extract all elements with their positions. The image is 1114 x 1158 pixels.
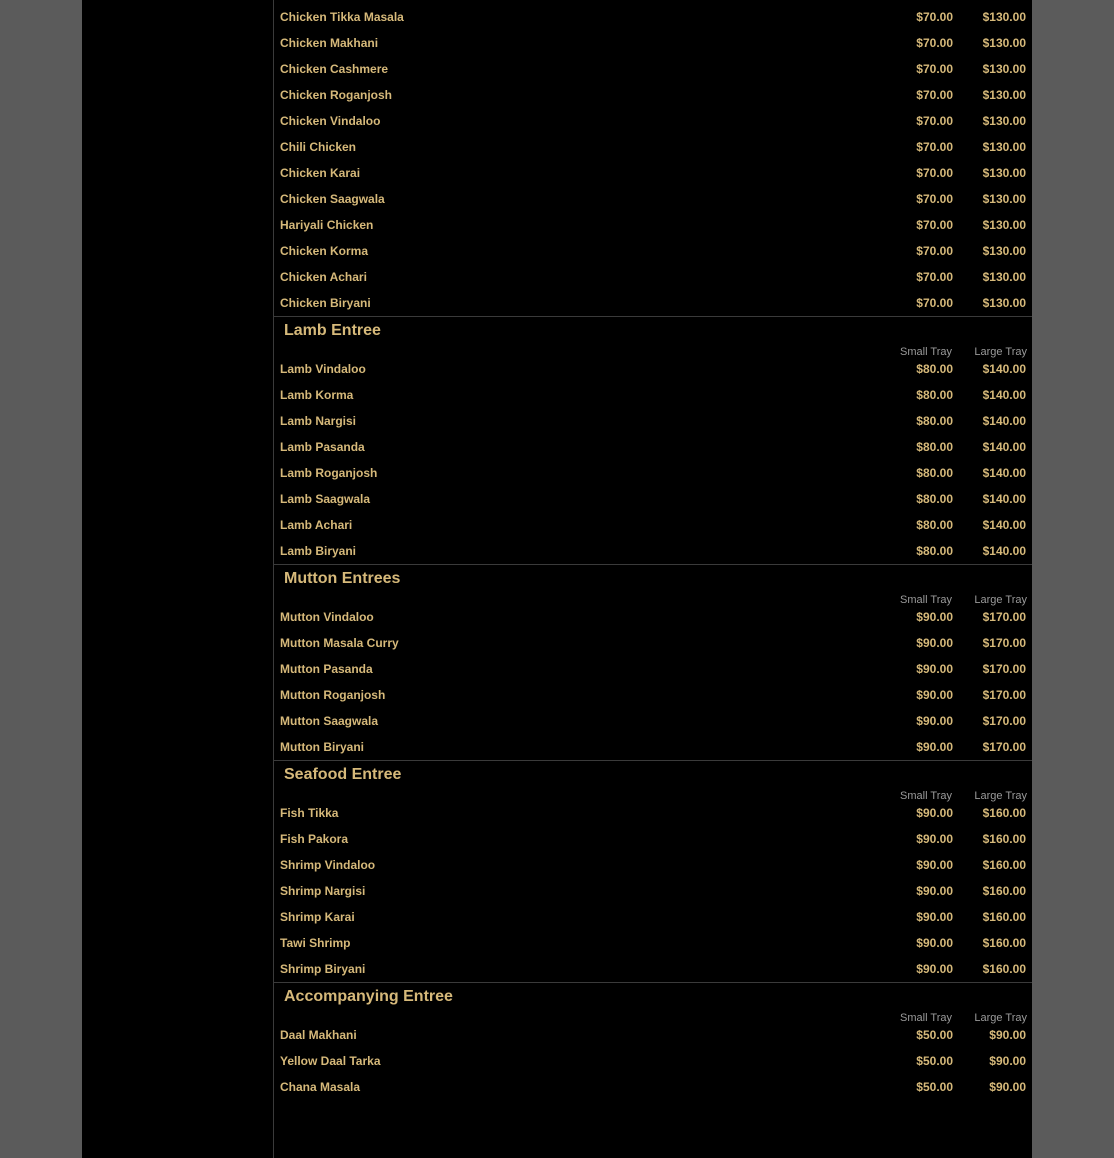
lamb-entree-section [274, 316, 1032, 560]
menu-item-row [274, 456, 1032, 482]
menu-item-row [274, 182, 1032, 208]
large-tray-price: $130.00 [982, 10, 1026, 24]
large-tray-price: $130.00 [982, 114, 1026, 128]
small-tray-price: $70.00 [916, 114, 953, 128]
large-tray-price: $130.00 [982, 192, 1026, 206]
menu-item-name: Daal Makhani [280, 1028, 357, 1042]
menu-item-row [274, 404, 1032, 430]
menu-item-name: Chicken Tikka Masala [280, 10, 404, 24]
small-tray-header: Small Tray [900, 1012, 952, 1024]
small-tray-header: Small Tray [900, 346, 952, 358]
small-tray-price: $50.00 [916, 1080, 953, 1094]
accompanying-item-list [274, 1018, 1032, 1096]
section-title: Accompanying Entree [284, 988, 453, 1005]
section-title: Seafood Entree [284, 766, 402, 783]
menu-item-row [274, 600, 1032, 626]
large-tray-price: $140.00 [982, 544, 1026, 558]
small-tray-price: $80.00 [916, 388, 953, 402]
menu-item-name: Fish Tikka [280, 806, 339, 820]
small-tray-price: $90.00 [916, 884, 953, 898]
small-tray-price: $90.00 [916, 910, 953, 924]
column-headers [274, 1010, 1032, 1024]
menu-item-name: Fish Pakora [280, 832, 349, 846]
seafood-item-list [274, 796, 1032, 978]
column-headers [274, 788, 1032, 802]
menu-item-row [274, 626, 1032, 652]
section-title: Lamb Entree [284, 322, 381, 339]
small-tray-price: $90.00 [916, 636, 953, 650]
menu-item-row [274, 234, 1032, 260]
large-tray-price: $160.00 [982, 884, 1026, 898]
large-tray-price: $130.00 [982, 36, 1026, 50]
small-tray-price: $70.00 [916, 36, 953, 50]
menu-item-row [274, 508, 1032, 534]
small-tray-price: $70.00 [916, 10, 953, 24]
menu-item-row [274, 704, 1032, 730]
menu-item-row [274, 730, 1032, 756]
menu-item-name: Chicken Achari [280, 270, 367, 284]
menu-item-row [274, 430, 1032, 456]
menu-item-name: Lamb Nargisi [280, 414, 357, 428]
large-tray-price: $160.00 [982, 858, 1026, 872]
menu-item-name: Mutton Pasanda [280, 662, 373, 676]
large-tray-price: $130.00 [982, 166, 1026, 180]
small-tray-price: $90.00 [916, 962, 953, 976]
menu-area [273, 0, 1032, 1158]
small-tray-price: $80.00 [916, 440, 953, 454]
small-tray-header: Small Tray [900, 790, 952, 802]
menu-item-name: Chicken Roganjosh [280, 88, 393, 102]
large-tray-price: $160.00 [982, 910, 1026, 924]
small-tray-price: $80.00 [916, 466, 953, 480]
menu-item-name: Lamb Pasanda [280, 440, 365, 454]
menu-item-row [274, 0, 1032, 26]
large-tray-price: $170.00 [982, 662, 1026, 676]
menu-item-name: Chicken Cashmere [280, 62, 389, 76]
menu-item-row [274, 534, 1032, 560]
menu-item-name: Lamb Vindaloo [280, 362, 366, 376]
small-tray-price: $70.00 [916, 62, 953, 76]
small-tray-price: $90.00 [916, 858, 953, 872]
section-title: Mutton Entrees [284, 570, 401, 587]
column-headers [274, 592, 1032, 606]
menu-item-row [274, 1070, 1032, 1096]
menu-item-row [274, 1018, 1032, 1044]
small-tray-price: $70.00 [916, 296, 953, 310]
small-tray-price: $90.00 [916, 806, 953, 820]
small-tray-header: Small Tray [900, 594, 952, 606]
menu-item-row [274, 52, 1032, 78]
menu-item-name: Mutton Vindaloo [280, 610, 374, 624]
small-tray-price: $70.00 [916, 192, 953, 206]
menu-item-name: Chicken Saagwala [280, 192, 385, 206]
large-tray-price: $130.00 [982, 296, 1026, 310]
menu-item-name: Lamb Biryani [280, 544, 357, 558]
menu-item-row [274, 482, 1032, 508]
small-tray-price: $80.00 [916, 414, 953, 428]
menu-item-name: Mutton Biryani [280, 740, 364, 754]
large-tray-price: $130.00 [982, 218, 1026, 232]
large-tray-price: $140.00 [982, 466, 1026, 480]
menu-item-name: Yellow Daal Tarka [280, 1054, 381, 1068]
small-tray-price: $90.00 [916, 662, 953, 676]
large-tray-price: $140.00 [982, 492, 1026, 506]
menu-item-row [274, 104, 1032, 130]
small-tray-price: $70.00 [916, 244, 953, 258]
small-tray-price: $90.00 [916, 610, 953, 624]
menu-item-name: Chicken Korma [280, 244, 369, 258]
menu-item-row [274, 900, 1032, 926]
small-tray-price: $80.00 [916, 544, 953, 558]
menu-item-row [274, 822, 1032, 848]
menu-item-name: Lamb Saagwala [280, 492, 371, 506]
page-container [82, 0, 1031, 1158]
menu-item-row [274, 378, 1032, 404]
large-tray-price: $140.00 [982, 440, 1026, 454]
lamb-item-list [274, 352, 1032, 560]
menu-item-row [274, 286, 1032, 312]
menu-item-name: Shrimp Vindaloo [280, 858, 376, 872]
large-tray-price: $170.00 [982, 714, 1026, 728]
chicken-item-list [274, 0, 1032, 312]
menu-item-row [274, 260, 1032, 286]
menu-item-row [274, 952, 1032, 978]
large-tray-price: $130.00 [982, 88, 1026, 102]
small-tray-price: $90.00 [916, 740, 953, 754]
large-tray-price: $90.00 [989, 1054, 1026, 1068]
menu-item-row [274, 352, 1032, 378]
menu-item-name: Chicken Karai [280, 166, 361, 180]
menu-item-name: Lamb Achari [280, 518, 353, 532]
column-headers [274, 344, 1032, 358]
menu-item-row [274, 130, 1032, 156]
large-tray-header: Large Tray [974, 346, 1027, 358]
menu-item-row [274, 874, 1032, 900]
menu-item-name: Chana Masala [280, 1080, 361, 1094]
large-tray-price: $130.00 [982, 270, 1026, 284]
menu-item-name: Hariyali Chicken [280, 218, 374, 232]
large-tray-price: $140.00 [982, 414, 1026, 428]
small-tray-price: $70.00 [916, 218, 953, 232]
menu-item-row [274, 796, 1032, 822]
menu-item-name: Mutton Saagwala [280, 714, 379, 728]
small-tray-price: $80.00 [916, 362, 953, 376]
mutton-item-list [274, 600, 1032, 756]
small-tray-price: $70.00 [916, 166, 953, 180]
large-tray-price: $160.00 [982, 806, 1026, 820]
menu-item-row [274, 678, 1032, 704]
large-tray-header: Large Tray [974, 594, 1027, 606]
menu-item-name: Mutton Roganjosh [280, 688, 386, 702]
seafood-entree-section [274, 760, 1032, 978]
large-tray-price: $170.00 [982, 610, 1026, 624]
menu-item-name: Chili Chicken [280, 140, 357, 154]
menu-item-row [274, 26, 1032, 52]
large-tray-price: $160.00 [982, 936, 1026, 950]
small-tray-price: $90.00 [916, 688, 953, 702]
small-tray-price: $50.00 [916, 1028, 953, 1042]
large-tray-price: $170.00 [982, 688, 1026, 702]
small-tray-price: $70.00 [916, 140, 953, 154]
large-tray-price: $170.00 [982, 740, 1026, 754]
menu-item-name: Chicken Makhani [280, 36, 379, 50]
large-tray-price: $90.00 [989, 1028, 1026, 1042]
small-tray-price: $50.00 [916, 1054, 953, 1068]
small-tray-price: $90.00 [916, 832, 953, 846]
large-tray-price: $140.00 [982, 388, 1026, 402]
menu-item-name: Chicken Vindaloo [280, 114, 381, 128]
menu-item-row [274, 78, 1032, 104]
large-tray-price: $160.00 [982, 832, 1026, 846]
menu-item-row [274, 208, 1032, 234]
small-tray-price: $70.00 [916, 88, 953, 102]
menu-item-name: Shrimp Nargisi [280, 884, 366, 898]
menu-item-row [274, 156, 1032, 182]
large-tray-header: Large Tray [974, 790, 1027, 802]
menu-item-row [274, 652, 1032, 678]
mutton-entrees-section [274, 564, 1032, 756]
menu-item-row [274, 1044, 1032, 1070]
small-tray-price: $80.00 [916, 492, 953, 506]
small-tray-price: $80.00 [916, 518, 953, 532]
menu-item-name: Shrimp Karai [280, 910, 355, 924]
menu-item-row [274, 926, 1032, 952]
large-tray-price: $130.00 [982, 62, 1026, 76]
large-tray-price: $130.00 [982, 140, 1026, 154]
small-tray-price: $90.00 [916, 714, 953, 728]
large-tray-price: $140.00 [982, 518, 1026, 532]
large-tray-price: $170.00 [982, 636, 1026, 650]
menu-item-name: Chicken Biryani [280, 296, 371, 310]
large-tray-price: $90.00 [989, 1080, 1026, 1094]
small-tray-price: $70.00 [916, 270, 953, 284]
menu-item-row [274, 848, 1032, 874]
menu-item-name: Tawi Shrimp [280, 936, 351, 950]
large-tray-price: $160.00 [982, 962, 1026, 976]
large-tray-price: $130.00 [982, 244, 1026, 258]
small-tray-price: $90.00 [916, 936, 953, 950]
menu-item-name: Mutton Masala Curry [280, 636, 399, 650]
accompanying-entree-section [274, 982, 1032, 1096]
menu-item-name: Lamb Roganjosh [280, 466, 378, 480]
menu-item-name: Lamb Korma [280, 388, 354, 402]
large-tray-price: $140.00 [982, 362, 1026, 376]
large-tray-header: Large Tray [974, 1012, 1027, 1024]
menu-item-name: Shrimp Biryani [280, 962, 366, 976]
